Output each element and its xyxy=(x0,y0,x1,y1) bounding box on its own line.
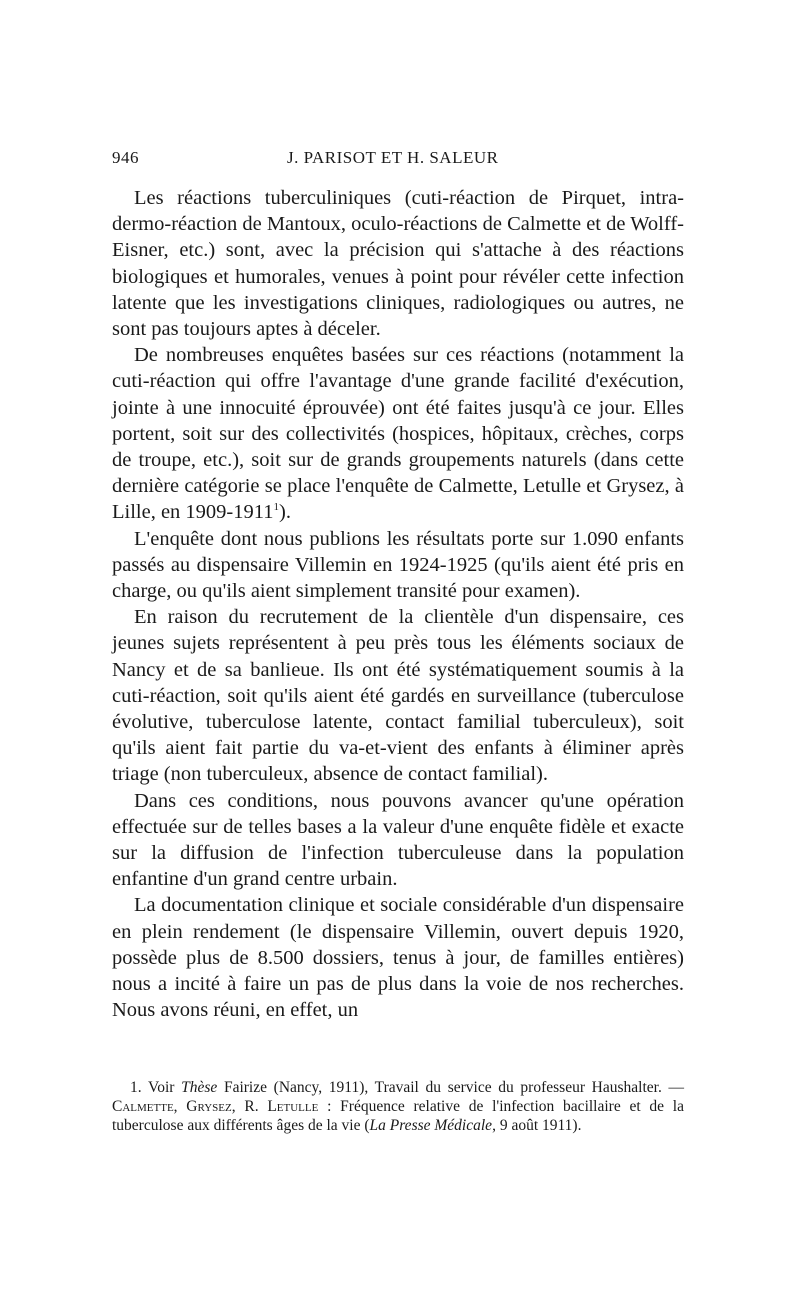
footnote-these: Thèse xyxy=(181,1079,218,1096)
paragraph-2-text: De nombreuses enquêtes basées sur ces réactions (notamment la cuti-réaction qui offre l'avantage d'une grande facilité d'exécution, jointe à une innocuité éprouvée) ont été faites jusqu'à ce jour. Elles portent, soit sur des collectivités (hospices, hôpitaux, crèches, corps de troupe, etc.), soit sur de grands groupements naturels (dans cette dernière catégorie se place l'enquête de Calmette, Letulle et Grysez, à Lille, en 1909-1911 xyxy=(112,344,684,524)
page-number: 946 xyxy=(112,148,139,167)
footnote-part-3: , 9 août 1911). xyxy=(492,1117,582,1134)
footnote-1 xyxy=(112,1078,684,1135)
paragraph-1: Les réactions tuberculiniques (cuti-réaction de Pirquet, intra-dermo-réaction de Mantoux, oculo-réactions de Calmette et de Wolff-Eisner, etc.) sont, avec la précision qui s'attache à des réactions biologiques et humorales, venues à point pour révéler cette infection latente que les investigations cliniques, radiologiques ou autres, ne sont pas toujours aptes à déceler. xyxy=(112,187,684,341)
footnote-voir: Voir xyxy=(148,1079,175,1096)
body-text xyxy=(112,185,684,1024)
paragraph-6: La documentation clinique et sociale considérable d'un dispensaire en plein rendement (le dispensaire Villemin, ouvert depuis 1920, possède plus de 8.500 dossiers, tenus à jour, de familles entières) nous a incité à faire un pas de plus dans la voie de nos recherches. Nous avons réuni, en effet, un xyxy=(112,894,684,1022)
footnote-number: 1. xyxy=(130,1079,142,1096)
footnote-authors: Calmette, Grysez, R. Letulle xyxy=(112,1098,319,1115)
footnote-reference: 1 xyxy=(273,501,279,514)
footnote-part-2: : Fréquence relative de l'infection bacillaire et de la tuberculose aux différents âges de la vie ( xyxy=(112,1098,684,1134)
paragraph-2 xyxy=(112,342,684,525)
running-head: J. PARISOT ET H. SALEUR xyxy=(287,148,499,167)
paragraph-4: En raison du recrutement de la clientèle d'un dispensaire, ces jeunes sujets représentent à peu près tous les éléments sociaux de Nancy et de sa banlieue. Ils ont été systématiquement soumis à la cuti-réaction, soit qu'ils aient été gardés en surveillance (tuberculose évolutive, tuberculose latente, contact familial tuberculeux), soit qu'ils aient fait partie du va-et-vient des enfants à éliminer après triage (non tuberculeux, absence de contact familial). xyxy=(112,606,684,786)
footnote-journal: La Presse Médicale xyxy=(369,1117,493,1134)
footnote-part-1: Fairize (Nancy, 1911), Travail du service du professeur Haushalter. — xyxy=(223,1079,684,1096)
footnote xyxy=(112,1078,684,1135)
paragraph-5: Dans ces conditions, nous pouvons avancer qu'une opération effectuée sur de telles bases a la valeur d'une enquête fidèle et exacte sur la diffusion de l'infection tuberculeuse dans la population enfantine d'un grand centre urbain. xyxy=(112,789,684,891)
paragraph-3: L'enquête dont nous publions les résultats porte sur 1.090 enfants passés au dispensaire Villemin en 1924-1925 (qu'ils aient été pris en charge, ou qu'ils aient simplement transité pour examen). xyxy=(112,527,684,603)
paragraph-2-end: ). xyxy=(279,501,291,524)
